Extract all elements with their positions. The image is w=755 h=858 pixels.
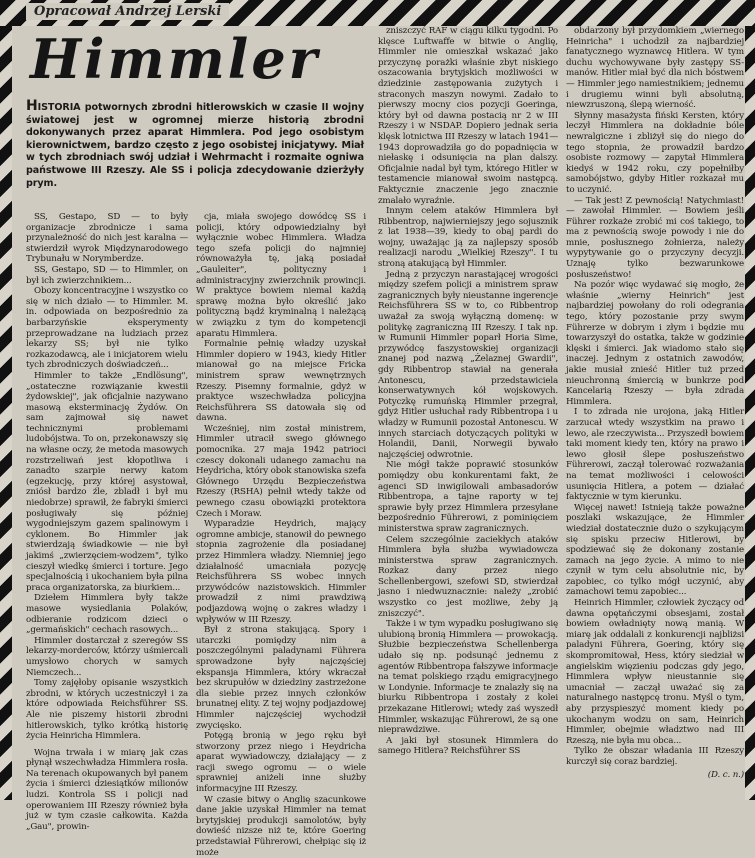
paragraph: Wcześniej, nim został ministrem, Himmler utracił swego głównego pomocnika. 27 maja 1942 patrioci czescy dokonali udanego zamachu na Heydricha, który obok stanowiska szefa Głównego Urzędu Bezpieczeństwa Rzeszy (RSHA) pełnił wtedy także od pewnego czasu obowiązki protektora Czech i Moraw. <box>196 423 366 519</box>
paragraph: Więcej nawet! Istnieją także poważne poszlaki wskazujące, że Himmler wiedział dostatecznie dużo o szykującym się spisku przeciw Hitlerowi, by spodziewać się że dokonany zostanie zamach na jego życie. A mimo to nie czynił w tym celu absolutnie nic, by zapobiec, co tylko mógł uczynić, aby zamachowi temu zapobiec... <box>566 502 744 598</box>
paragraph: cja, miała swojego dowódcę SS i policji, który odpowiedzialny był wyłącznie wobec Himmlera. Władza tego szefa policji do najmniej równoważyła tę, jaką posiadał „Gauleiter", polityczny i administracyjny zwierzchnik prowincji. W praktyce bowiem niemal każdą sprawę można było określić jako polityczną bądź kryminalną i należącą w związku z tym do kompetencji aparatu Himmlera. <box>196 212 366 339</box>
paragraph: Na pozór więc wydawać się mogło, że właśnie „wierny Heinrich" jest najbardziej powołany do roli odegrania tego, który pozostanie przy swym Führerze w dobrym i złym i będzie mu towarzyszył do ostatka, także w godzinie klęski i śmierci. Jak wiadomo stało się inaczej. Jednym z ostatnich zawodów, jakie musiał znieść Hitler tuż przed nieuchronną śmiercią w bunkrze pod Kancelarią Rzeszy — była zdrada Himmlera. <box>566 280 744 407</box>
text-column-2 <box>196 212 366 858</box>
paragraph: Dziełem Himmlera były także masowe wysiedlania Polaków, odbieranie rodzicom dzieci o „germańskich" cechach rasowych... <box>26 593 188 636</box>
paragraph: Wyparadzie Heydrich, mający ogromne ambicje, stanowił do pewnego stopnia zagrożenie dla posiadanej przez Himmlera władzy. Niemniej jego działalność umacniała pozycję Reichsführera SS wobec innych przywódców nazistowskich. Himmler prowadził z nimi prawdziwą podjazdową wojnę o zakres władzy i wpływów w III Rzeszy. <box>196 519 366 625</box>
paragraph: Himmler dostarczał z szeregów SS lekarzy-morderców, którzy uśmiercali umysłowo chorych w samych Niemczech... <box>26 635 188 678</box>
lead-paragraph: HISTORIA potwornych zbrodni hitlerowskich w czasie II wojny światowej jest w ogromnej mierze historią zbrodni dokonywanych przez aparat Himmlera. Pod jego osobistym kierownictwem, bardzo często z jego osobistej inicjatywy. Miał w tych zbrodniach swój udział i Wehrmacht i rozmaite ogniwa państwowe III Rzeszy. Ale SS i policja zdecydowanie dzierżyły prym. <box>26 98 364 189</box>
paragraph: Był z strona stakującą. Spory i utarczki pomiędzy nim a poszczególnymi paladynami Führera sprowadzone były najczęściej ekspansja Himmlera, który wkraczał bez skrupułów w dziedziny zastrzeżone dla siebie przez innych członków brunatnej elity. Z tej wojny podjazdowej Himmler najczęściej wychodził zwycięsko. <box>196 625 366 731</box>
striped-border-left <box>0 26 12 800</box>
signature: (D. c. n.) <box>707 769 744 780</box>
paragraph: Jedną z przyczyn narastającej wrogości między szefem policji a ministrem spraw zagranicznych były nieustanne ingerencje Reichsführera SS w to, co Ribbentrop uważał za swoją wyłączną domenę: w politykę zagraniczną III Rzeszy. I tak np. w Rumunii Himmler poparł Horia Sime, przywódcę faszystowskiej organizacji znanej pod nazwą „Żelaznej Gwardii", gdy Ribbentrop stawiał na generała Antonescu, przedstawiciela konserwatywnych kół wojskowych. Potyczkę rumuńską Himmler przegrał, gdyż Hitler usłuchał rady Ribbentropa i u władzy w Rumunii pozostał Antonescu. W innych starciach dotyczących polityki w Holandii, Danii, Norwegii bywało najczęściej odwrotnie. <box>378 269 558 460</box>
paragraph: Nie mógł także poprawić stosunków pomiędzy obu konkurentami fakt, że agenci SD inwigilowali ambasadorów Ribbentropa, a tajne raporty w tej sprawie były przez Himmlera przesyłane bezpośrednio Führerowi, z pominięciem ministerstwa spraw zagranicznych. <box>378 460 558 534</box>
byline: Opracował Andrzej Lerski <box>26 3 229 20</box>
paragraph: A jaki był stosunek Himmlera do samego Hitlera? Reichsführer SS <box>378 735 558 757</box>
text-column-3 <box>378 26 558 798</box>
paragraph: zniszczyć RAF w ciągu kilku tygodni. Po klęsce Luftwaffe w bitwie o Anglię, Himmler nie omieszkał wskazać jako przyczynę porażki właśnie zbyt niskiego oszacowania brytyjskich możliwości w dziedzinie zastępowania zużytych i straconych maszyn nowymi. Zadało to pierwszy mocny cios pozycji Goeringa, który był od dawna postacią nr 2 w III Rzeszy i w NSDAP. Dopiero jednak seria klęsk lotnictwa III Rzeszy w latach 1941—1943 doprowadziła go do popadnięcia w niełaskę i odsunięcia na plan dalszy. Oficjalnie nadal był tym, którego Hitler w testamencie mianował swoim następcą. Faktycznie znaczenie jego znacznie zmalało wyraźnie. <box>378 26 558 206</box>
striped-border-right <box>745 26 755 800</box>
paragraph: Himmler to także „Endlösung", „ostateczne rozwiązanie kwestii żydowskiej", jak oficjalnie nazywano masową eksterminację Żydów. On sam zajmował się nawet technicznymi problemami ludobójstwa. To on, przekonawszy się na własne oczy, że metoda masowych rozstrzeliwań jest kłopotliwa i zanadto szarpie nerwy katom (egzekucję, przy której asystował, zniósł bardzo źle, zbladł i był mu niedobrze) sprawił, że fabryki śmierci posługiwały się później wygodniejszym gazem spalinowym i cyklonem. Bo Himmler jak stwierdzają świadkowie — nie był jakimś „zwierzęciem-wodzem", tylko cieszył wiedkę śmierci i torture. Jego specjalnością i ukochaniem była pilna praca organizatorska, za biurkiem... <box>26 370 188 593</box>
paragraph: Tylko że obszar władania III Rzeszy kurczył się coraz bardziej. <box>566 746 744 767</box>
paragraph: Heinrich Himmler, człowiek życzący od dawna opętańczymi obsesjami, został bowiem owładnięty nową manią. W miarę jak oddalali z konkurencji najbliżsi paladyni Führera, Goering, który się skompromitował, Hess, który siedział w angielskim więzieniu podczas gdy jego, Himmlera wpływ nieustannie się umacniał — zaczął uważać się za naturalnego następcę tronu. Myśl o tym, aby przyspieszyć moment kiedy po ukochanym wodzu on sam, Heinrich Himmler, obejmie władztwo nad III Rzeszą, nie była mu obca... <box>566 598 744 746</box>
text-column-1 <box>26 212 188 832</box>
paragraph: Formalnie pełnię władzy uzyskał Himmler dopiero w 1943, kiedy Hitler mianował go na miejsce Fricka ministrem spraw wewnętrznych Rzeszy. Pisemny formalnie, gdyż w praktyce wszechwładza policyjna Reichsführera SS datowała się od dawna. <box>196 339 366 424</box>
article-title: Himmler <box>30 27 321 91</box>
paragraph: SS, Gestapo, SD — to Himmler, on był ich zwierzchnikiem... <box>26 264 188 286</box>
text-column-4 <box>566 26 744 798</box>
paragraph: W czasie bitwy o Anglię szacunkowe dane jakie uzyskał Himmler na temat brytyjskiej produkcji samolotów, były dowieść nizsze niż te, które Goering przedstawiał Führerowi, chełpiąc się iż może <box>196 794 366 858</box>
paragraph: Celem szczególnie zaciekłych ataków Himmlera była służba wywiadowcza ministerstwa spraw zagranicznych. Rozkaz dany przez niego Schellenbergowi, szefowi SD, stwierdzał jasno i niedwuznacznie: należy „zrobić wszystko co jest możliwe, żeby ją zniszczyć". <box>378 534 558 619</box>
paragraph: Obozy koncentracyjne i wszystko co się w nich działo — to Himmler. M. in. odpowiada on bezpośrednio za barbarzyńskie eksperymenty przeprowadzane na ludziach przez lekarzy SS; był nie tylko rozkazodawcą, ale i inicjatorem wielu tych zbrodniczych doświadczeń... <box>26 286 188 371</box>
paragraph: I to zdrada nie urojona, jaką Hitler zarzucał wtedy wszystkim na prawo i lewo, ale rzeczywista... Przyszedł bowiem taki moment kiedy ten, który na prawo i lewo głosił ślepe posłuszeństwo Führerowi, zaczął tolerować rozważania na temat możliwości i celowości usunięcia Hitlera, a potem — działać faktycznie w tym kierunku. <box>566 407 744 503</box>
paragraph: Także i w tym wypadku posługiwano się ulubioną bronią Himmlera — prowokacją. Służbie bezpieczeństwa Schellenberga udało się np. podsunąć jednemu z agentów Ribbentropa fałszywe informacje na temat polskiego rządu emigracyjnego w Londynie. Informacje te znalazły się na biurku Ribbentropa i zostały z kolei przekazane Hitlerowi; wtedy zaś wyszedł Himmler, wskazując Führerowi, że są one nieprawdziwe. <box>378 619 558 736</box>
paragraph: Tomy zajęłoby opisanie wszystkich zbrodni, w których uczestniczył i za które odpowiada Reichsführer SS. Ale nie piszemy historii zbrodni hitlerowskich, tylko krótką historię życia Heinricha Himmlera. <box>26 678 188 742</box>
paragraph: Wojna trwała i w miarę jak czas płynął wszechwładza Himmlera rosła. Na terenach okupowanych był panem życia i śmierci dziesiątków milionów ludzi. Kontrola SS i policji nad operowaniem III Rzeszy również była już w tym czasie całkowita. Każda „Gau", prowin- <box>26 747 188 832</box>
paragraph: SS, Gestapo, SD — to były organizacje zbrodnicze i sama przynależność do nich jest karalna — stwierdził wyrok Międzynarodowego Trybunału w Norymberdze. <box>26 212 188 265</box>
paragraph: — Tak jest! Z pewnością! Natychmiast! — zawołał Himmler. — Bowiem jeśli Führer rozkaże zrobić mi coś takiego, to ma z pewnością swoje powody i nie do mnie, posłusznego żołnierza, należy wypytywanie go o przyczyny decyzji. Uznaję tylko bezwarunkowe posłuszeństwo! <box>566 195 744 280</box>
paragraph: Potęgą bronią w jego ręku był stworzony przez niego i Heydricha aparat wywiadowczy, działający — z racji swego ogromu — o wiele sprawniej aniżeli inne służby informacyjne III Rzeszy. <box>196 731 366 795</box>
paragraph: Słynny masażysta fiński Kersten, który leczył Himmlera na dokładnie bóle newralgiczne i zbliżył się do niego do tego stopnia, że prowadził bardzo osobiste rozmowy — zapytał Himmlera kiedyś w 1942 roku, czy popełniłby samobójstwo, gdyby Hitler rozkazał mu to uczynić. <box>566 110 744 195</box>
paragraph: Innym celem ataków Himmlera był Ribbentrop, najwierniejszy jego sojusznik z lat 1938—39, kiedy to obaj pardi do wojny, uważając ją za najlepszy sposób realizacji narodu „Wielkiej Rzeszy". I tu stroną atakującą był Himmler. <box>378 206 558 270</box>
paragraph: obdarzony był przydomkiem „wiernego Heinricha" i uchodził za najbardziej fanatycznego wyznawcę Hitlera. W tym duchu wychowywane były zastępy SS-manów. Hitler miał być dla nich bóstwem — Himmler jego namiestnikiem; jednemu i drugiemu winni byli absolutną, niewzruszoną, ślepą wierność. <box>566 26 744 111</box>
